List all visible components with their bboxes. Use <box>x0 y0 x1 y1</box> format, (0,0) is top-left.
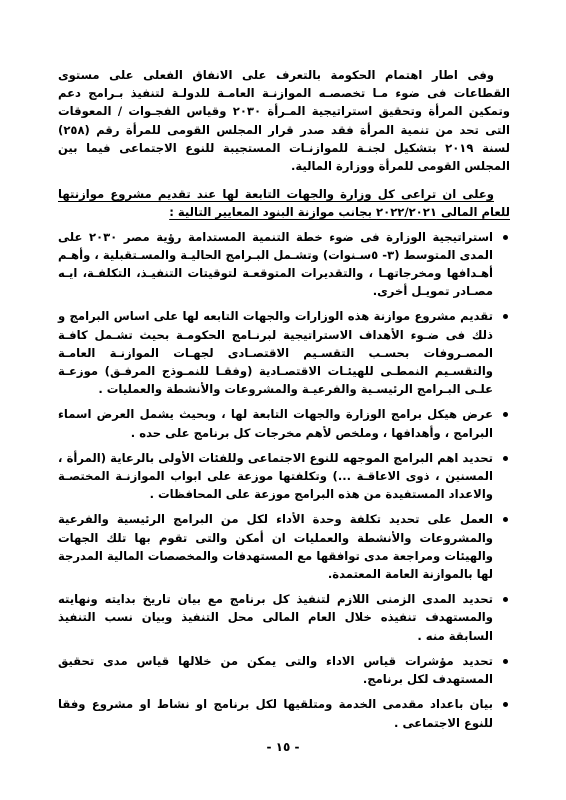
bullet-icon <box>503 517 508 522</box>
bullet-icon <box>503 456 508 461</box>
list-item <box>58 449 510 504</box>
list-item-text: تحديد مؤشرات قياس الاداء والتى يمكن من خلالها قياس مدى تحقيق المستهدف لكل برنامج. <box>58 653 493 687</box>
list-item-text: عرض هيكل برامج الوزارة والجهات التابعة لها ، وبحيث يشمل العرض اسماء البرامج ، وأهدافها ، وملخص لأهم مخرجات كل برنامج على حده . <box>58 407 493 440</box>
list-item-text: استراتيجية الوزارة فى ضوء خطة التنمية المستدامة رؤية مصر ٢٠٣٠ على المدى المتوسط (٣- ٥سـنوات) وتشـمل البـرامج الحاليـة والمسـتقبلية ، وأهـم أهـدافها ومخرجاتهـا ، والتقديرات المتوقعـة لتوقيتات التنفيـذ، التكلفـة، ايـه مصـادر تمويـل أخرى. <box>58 229 494 299</box>
list-item-text: العمل على تحديد تكلفة وحدة الأداء لكل من البرامج الرئيسية والفرعية والمشروعات والأنشطة والعمليات ان أمكن والتى تقوم بها تلك الجهات والهيئات ومراجعة مدى توافقها مع المستهدفات والمخصصات المالية المدرجة لها بالموازنة العامة المعتمدة. <box>58 512 493 582</box>
page-number: - ١٥ - <box>266 740 300 754</box>
bullet-icon <box>503 597 508 602</box>
document-page <box>58 66 510 739</box>
list-item <box>58 307 510 398</box>
criteria-list <box>58 228 510 732</box>
list-item-text: بيان باعداد مقدمى الخدمة ومتلقيها لكل برنامج او نشاط او مشروع وفقا للنوع الاجتماعى . <box>58 697 493 730</box>
list-item-text: تحديد اهم البرامج الموجهه للنوع الاجتماعى وللفئات الأولى بالرعاية (المرأة ، المسنين ، ذوى الاعاقـة ...) وتكلفتها موزعة على ابواب الموازنـة المختصـة والاعداد المستفيدة من هذه البرامج موزعة على المحافظات . <box>58 450 493 502</box>
bullet-icon <box>503 412 508 417</box>
list-item <box>58 228 510 301</box>
bullet-icon <box>503 314 508 319</box>
list-item-text: تقديم مشروع موازنة هذه الوزارات والجهات التابعه لها على اساس البرامج و ذلك فى ضـوء الأهداف الاستراتيجية لبرنـامج الحكومـة بحيث تشـمل كافـة المصـروفات بحسـب التقسـيم الاقتصـادى لجهـات الموازنـة العامـة والتقسـيم النمطـى للهيئـات الاقتصـادية (وفقـا للنمـوذج المرفـق) موزعـة علـى البـرامج الرئيسـية والفرعيـة والمشروعات والأنشطة والعمليات . <box>58 309 493 397</box>
list-item <box>58 405 510 441</box>
list-item <box>58 652 510 688</box>
list-item <box>58 510 510 583</box>
section-heading: وعلى ان تراعى كل وزارة والجهات التابعة لها عند تقديم مشروع موازنتها للعام المالى ٢٠٢٢/٢٠٢١ بجانب موازنة البنود المعايير التالية : <box>58 187 510 220</box>
list-item-text: تحديد المدى الزمنى اللازم لتنفيذ كل برنامج مع بيان تاريخ بدايته ونهايته والمستهدف تنفيذه خلال العام المالى محل التنفيذ وبيان نسب التنفيذ السابقة منه . <box>58 592 493 643</box>
list-item <box>58 695 510 731</box>
intro-paragraph: وفى اطار اهتمام الحكومة بالتعرف على الانفاق الفعلى على مستوى القطاعات فى ضوء مـا تخصصـه الموازنـة العامـة للدولـة لتنفيذ بـرامج دعم وتمكين المرأة وتحقيق استراتيجية المـرأة ٢٠٣٠ وقياس الفجـوات / المعوقات التى تحد من تنمية المرأة فقد صدر قرار المجلس القومى للمرأة رقم (٢٥٨) لسنة ٢٠١٩ بتشكيل لجنـة للموازنـات المستجيبة للنوع الاجتماعى فيما بين المجلس القومى للمرأة ووزارة المالية. <box>58 68 511 174</box>
bullet-icon <box>503 235 508 240</box>
bullet-icon <box>503 659 508 664</box>
bullet-icon <box>503 702 508 707</box>
list-item <box>58 590 510 645</box>
